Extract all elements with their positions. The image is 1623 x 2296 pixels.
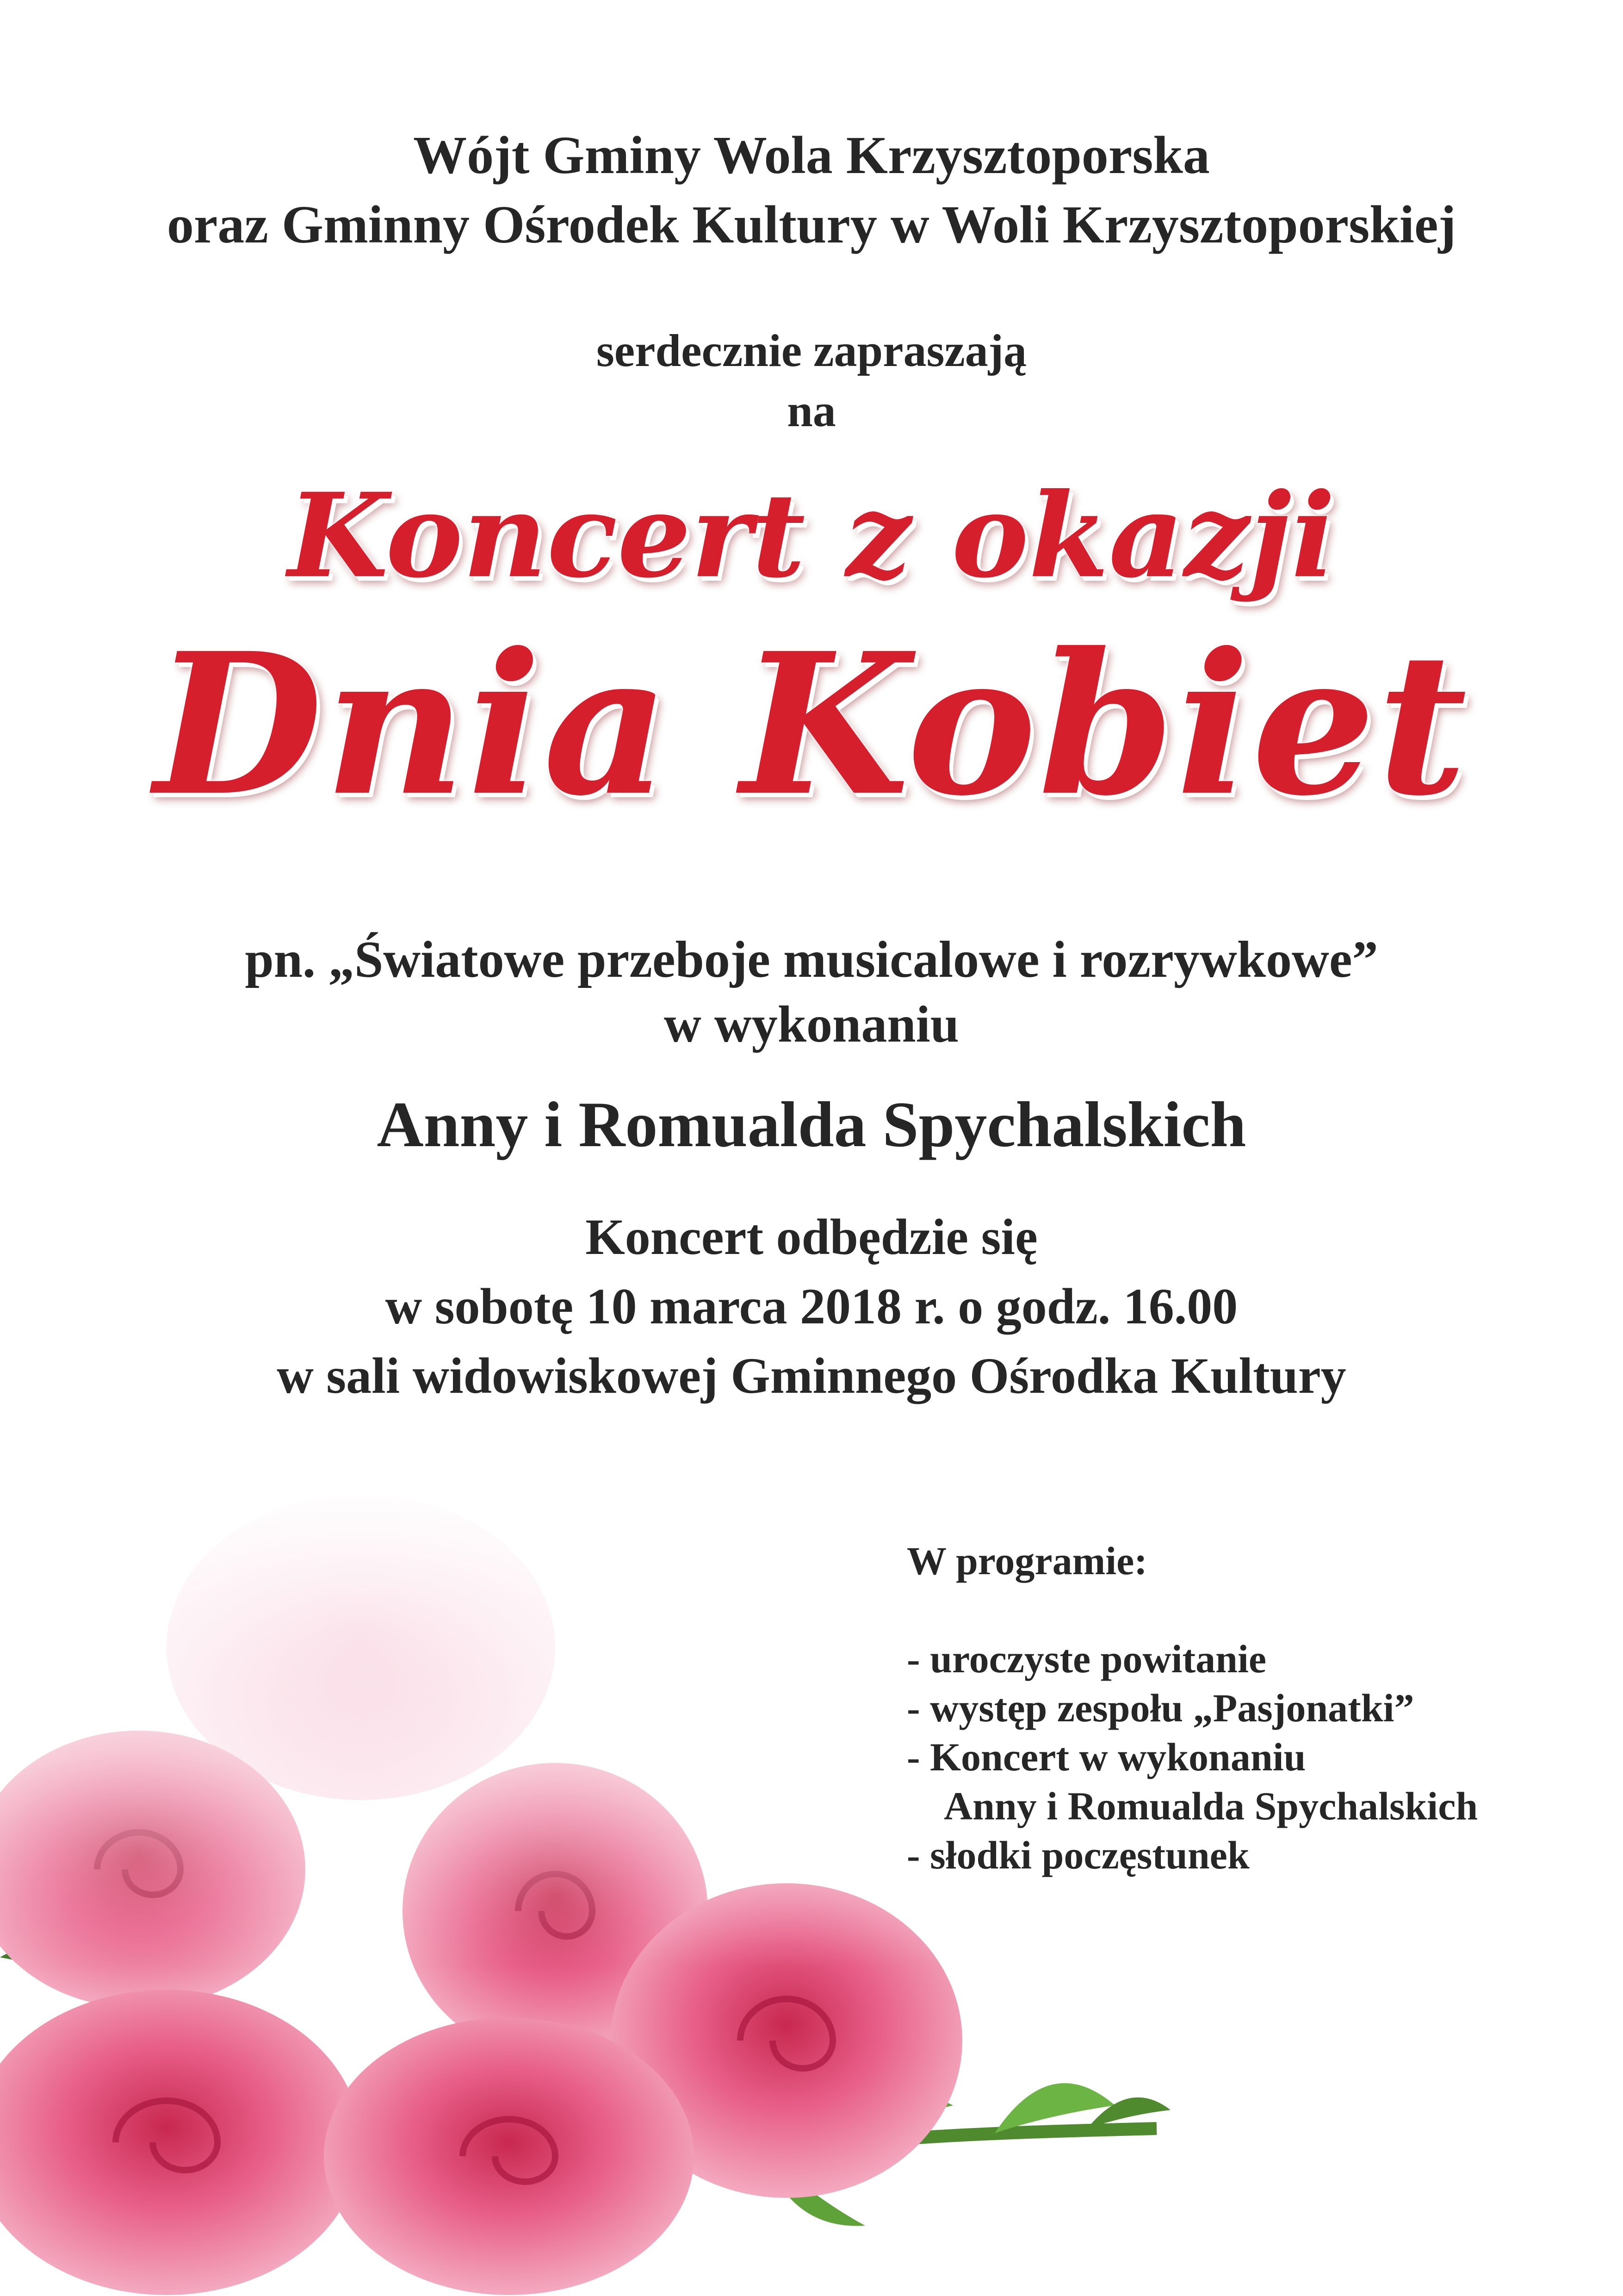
subtitle-line-2: w wykonaniu	[663, 996, 960, 1053]
invite-line-1: serdecznie zapraszają	[596, 325, 1027, 376]
organizer-line-1: Wójt Gminy Wola Krzysztoporska	[413, 126, 1210, 185]
program-heading: W programie:	[907, 1539, 1147, 1583]
program-item: - słodki poczęstunek	[907, 1833, 1250, 1877]
event-line-1: Koncert odbędzie się	[585, 1209, 1038, 1265]
event-line-2: w sobotę 10 marca 2018 r. o godz. 16.00	[385, 1278, 1238, 1334]
invite-line-2: na	[787, 385, 836, 436]
program-item: - Koncert w wykonaniu	[907, 1735, 1306, 1779]
event-line-3: w sali widowiskowej Gminnego Ośrodka Kultury	[277, 1347, 1346, 1404]
program-box	[907, 1536, 1601, 1880]
program-item: Anny i Romualda Spychalskich	[944, 1784, 1478, 1828]
title-line-2: Dnia Kobiet	[154, 611, 1469, 839]
subtitle-line-1: pn. „Światowe przeboje musicalowe i rozrywkowe”	[245, 931, 1378, 988]
organizer-line-2: oraz Gminny Ośrodek Kultury w Woli Krzysztoporskiej	[167, 195, 1456, 254]
title-line-1: Koncert z okazji	[287, 467, 1336, 603]
performers: Anny i Romualda Spychalskich	[377, 1089, 1246, 1160]
program-item: - występ zespołu „Pasjonatki”	[907, 1686, 1414, 1730]
program-item: - uroczyste powitanie	[907, 1637, 1267, 1681]
